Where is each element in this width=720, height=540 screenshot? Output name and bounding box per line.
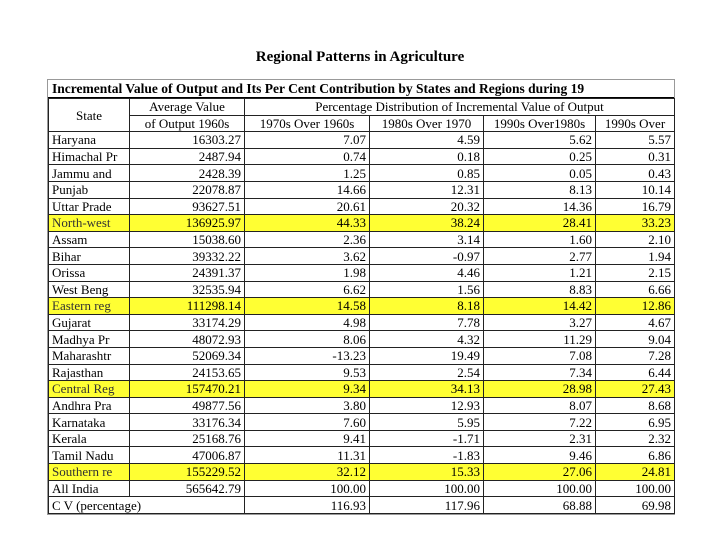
state-cell: All India <box>49 480 130 497</box>
pct-cell: 0.05 <box>484 165 596 182</box>
state-cell: Himachal Pr <box>49 148 130 165</box>
state-cell: Maharashtr <box>49 347 130 364</box>
pct-cell: 9.46 <box>484 447 596 464</box>
avg-value-cell: 24153.65 <box>130 364 245 381</box>
pct-cell: 2.10 <box>596 231 675 248</box>
pct-cell: 9.41 <box>245 430 370 447</box>
pct-cell: 2.32 <box>596 430 675 447</box>
avg-value-cell: 16303.27 <box>130 132 245 149</box>
table-row <box>49 264 675 281</box>
pct-cell: 5.95 <box>370 414 484 431</box>
avg-value-cell: 136925.97 <box>130 215 245 232</box>
pct-cell: 28.98 <box>484 381 596 398</box>
pct-cell: 12.93 <box>370 397 484 414</box>
state-cell: Bihar <box>49 248 130 265</box>
state-cell: Haryana <box>49 132 130 149</box>
data-table-container <box>47 79 675 515</box>
pct-cell: 7.22 <box>484 414 596 431</box>
pct-cell: 38.24 <box>370 215 484 232</box>
pct-cell: 8.68 <box>596 397 675 414</box>
state-cell: Madhya Pr <box>49 331 130 348</box>
state-cell: North-west <box>49 215 130 232</box>
data-table <box>48 98 675 514</box>
table-row <box>49 414 675 431</box>
state-cell: Jammu and <box>49 165 130 182</box>
region-total-row <box>49 381 675 398</box>
pct-cell: 0.31 <box>596 148 675 165</box>
avg-value-cell: 111298.14 <box>130 298 245 315</box>
pct-cell: -13.23 <box>245 347 370 364</box>
table-row <box>49 132 675 149</box>
pct-cell: 8.07 <box>484 397 596 414</box>
pct-cell: 3.27 <box>484 314 596 331</box>
table-row <box>49 181 675 198</box>
header-state: State <box>49 99 130 132</box>
pct-cell: 19.49 <box>370 347 484 364</box>
header-col: 1990s Over1980s <box>484 115 596 132</box>
pct-cell: 4.98 <box>245 314 370 331</box>
pct-cell: 0.74 <box>245 148 370 165</box>
table-row <box>49 430 675 447</box>
pct-cell: 8.18 <box>370 298 484 315</box>
table-row <box>49 447 675 464</box>
pct-cell: 7.07 <box>245 132 370 149</box>
table-row <box>49 198 675 215</box>
region-total-row <box>49 298 675 315</box>
pct-cell: 16.79 <box>596 198 675 215</box>
pct-cell: 5.62 <box>484 132 596 149</box>
state-cell: Tamil Nadu <box>49 447 130 464</box>
pct-cell: 9.34 <box>245 381 370 398</box>
table-row <box>49 397 675 414</box>
pct-cell: 6.66 <box>596 281 675 298</box>
state-cell: West Beng <box>49 281 130 298</box>
pct-cell: 7.28 <box>596 347 675 364</box>
pct-cell: 0.43 <box>596 165 675 182</box>
pct-cell: 14.42 <box>484 298 596 315</box>
header-col: 1970s Over 1960s <box>245 115 370 132</box>
table-row <box>49 364 675 381</box>
state-cell: Andhra Pra <box>49 397 130 414</box>
pct-cell: 0.18 <box>370 148 484 165</box>
pct-cell: 1.94 <box>596 248 675 265</box>
pct-cell: 100.00 <box>484 480 596 497</box>
avg-value-cell: 39332.22 <box>130 248 245 265</box>
avg-value-cell: 24391.37 <box>130 264 245 281</box>
pct-cell: 9.04 <box>596 331 675 348</box>
pct-cell: 100.00 <box>245 480 370 497</box>
cv-cell: 117.96 <box>370 497 484 514</box>
state-cell: Southern re <box>49 464 130 481</box>
state-cell: Kerala <box>49 430 130 447</box>
pct-cell: 6.95 <box>596 414 675 431</box>
avg-value-cell: 2487.94 <box>130 148 245 165</box>
avg-value-cell: 22078.87 <box>130 181 245 198</box>
cv-cell: 116.93 <box>245 497 370 514</box>
pct-cell: 14.58 <box>245 298 370 315</box>
pct-cell: 12.31 <box>370 181 484 198</box>
avg-value-cell: 565642.79 <box>130 480 245 497</box>
table-row <box>49 248 675 265</box>
pct-cell: 0.85 <box>370 165 484 182</box>
pct-cell: 2.36 <box>245 231 370 248</box>
pct-cell: 28.41 <box>484 215 596 232</box>
pct-cell: 6.86 <box>596 447 675 464</box>
avg-value-cell: 32535.94 <box>130 281 245 298</box>
avg-value-cell: 48072.93 <box>130 331 245 348</box>
pct-cell: 32.12 <box>245 464 370 481</box>
table-row <box>49 331 675 348</box>
pct-cell: 1.60 <box>484 231 596 248</box>
cv-cell: 69.98 <box>596 497 675 514</box>
pct-cell: 11.31 <box>245 447 370 464</box>
avg-value-cell: 33176.34 <box>130 414 245 431</box>
table-row <box>49 281 675 298</box>
pct-cell: 3.80 <box>245 397 370 414</box>
pct-cell: 100.00 <box>596 480 675 497</box>
pct-cell: 7.78 <box>370 314 484 331</box>
avg-value-cell: 25168.76 <box>130 430 245 447</box>
avg-value-cell: 2428.39 <box>130 165 245 182</box>
pct-cell: 2.15 <box>596 264 675 281</box>
cv-row <box>49 497 675 514</box>
pct-cell: 27.06 <box>484 464 596 481</box>
pct-cell: 12.86 <box>596 298 675 315</box>
avg-value-cell: 49877.56 <box>130 397 245 414</box>
region-total-row <box>49 215 675 232</box>
pct-cell: 20.61 <box>245 198 370 215</box>
header-col: 1990s Over <box>596 115 675 132</box>
pct-cell: 11.29 <box>484 331 596 348</box>
pct-cell: 4.32 <box>370 331 484 348</box>
pct-cell: 3.62 <box>245 248 370 265</box>
table-caption: Incremental Value of Output and Its Per Cent Contribution by States and Regions during 19 <box>48 80 674 98</box>
pct-cell: 1.25 <box>245 165 370 182</box>
avg-value-cell: 157470.21 <box>130 381 245 398</box>
avg-value-cell: 52069.34 <box>130 347 245 364</box>
avg-value-cell: 15038.60 <box>130 231 245 248</box>
state-cell: Eastern reg <box>49 298 130 315</box>
pct-cell: 1.98 <box>245 264 370 281</box>
header-col: 1980s Over 1970 <box>370 115 484 132</box>
state-cell: Karnataka <box>49 414 130 431</box>
pct-cell: 44.33 <box>245 215 370 232</box>
pct-cell: 15.33 <box>370 464 484 481</box>
region-total-row <box>49 464 675 481</box>
pct-cell: 8.83 <box>484 281 596 298</box>
state-cell: Uttar Prade <box>49 198 130 215</box>
pct-cell: -0.97 <box>370 248 484 265</box>
pct-cell: 3.14 <box>370 231 484 248</box>
pct-cell: 4.67 <box>596 314 675 331</box>
avg-value-cell: 47006.87 <box>130 447 245 464</box>
state-cell: Central Reg <box>49 381 130 398</box>
pct-cell: 33.23 <box>596 215 675 232</box>
pct-cell: 7.34 <box>484 364 596 381</box>
pct-cell: 7.08 <box>484 347 596 364</box>
pct-cell: -1.71 <box>370 430 484 447</box>
avg-value-cell: 155229.52 <box>130 464 245 481</box>
pct-cell: 24.81 <box>596 464 675 481</box>
table-row <box>49 231 675 248</box>
table-row <box>49 148 675 165</box>
pct-cell: 4.46 <box>370 264 484 281</box>
pct-cell: 2.54 <box>370 364 484 381</box>
state-cell: Rajasthan <box>49 364 130 381</box>
page-title: Regional Patterns in Agriculture <box>255 49 465 65</box>
cv-cell: 68.88 <box>484 497 596 514</box>
state-cell: Assam <box>49 231 130 248</box>
pct-cell: 1.21 <box>484 264 596 281</box>
state-cell: Punjab <box>49 181 130 198</box>
pct-cell: 7.60 <box>245 414 370 431</box>
pct-cell: 0.25 <box>484 148 596 165</box>
pct-cell: 14.36 <box>484 198 596 215</box>
avg-value-cell: 93627.51 <box>130 198 245 215</box>
table-row <box>49 165 675 182</box>
pct-cell: 6.44 <box>596 364 675 381</box>
pct-cell: 10.14 <box>596 181 675 198</box>
avg-value-cell: 33174.29 <box>130 314 245 331</box>
table-row <box>49 347 675 364</box>
pct-cell: 6.62 <box>245 281 370 298</box>
cv-label: C V (percentage) <box>49 497 245 514</box>
state-cell: Gujarat <box>49 314 130 331</box>
pct-cell: 8.13 <box>484 181 596 198</box>
table-row <box>49 480 675 497</box>
pct-cell: 1.56 <box>370 281 484 298</box>
header-pct-group: Percentage Distribution of Incremental Value of Output <box>245 99 675 116</box>
pct-cell: 2.31 <box>484 430 596 447</box>
pct-cell: 20.32 <box>370 198 484 215</box>
state-cell: Orissa <box>49 264 130 281</box>
pct-cell: 14.66 <box>245 181 370 198</box>
pct-cell: 2.77 <box>484 248 596 265</box>
pct-cell: 8.06 <box>245 331 370 348</box>
pct-cell: 5.57 <box>596 132 675 149</box>
pct-cell: 4.59 <box>370 132 484 149</box>
header-avg-line1: Average Value <box>130 99 245 116</box>
pct-cell: -1.83 <box>370 447 484 464</box>
pct-cell: 34.13 <box>370 381 484 398</box>
pct-cell: 100.00 <box>370 480 484 497</box>
table-row <box>49 314 675 331</box>
pct-cell: 9.53 <box>245 364 370 381</box>
pct-cell: 27.43 <box>596 381 675 398</box>
header-avg-line2: of Output 1960s <box>130 115 245 132</box>
